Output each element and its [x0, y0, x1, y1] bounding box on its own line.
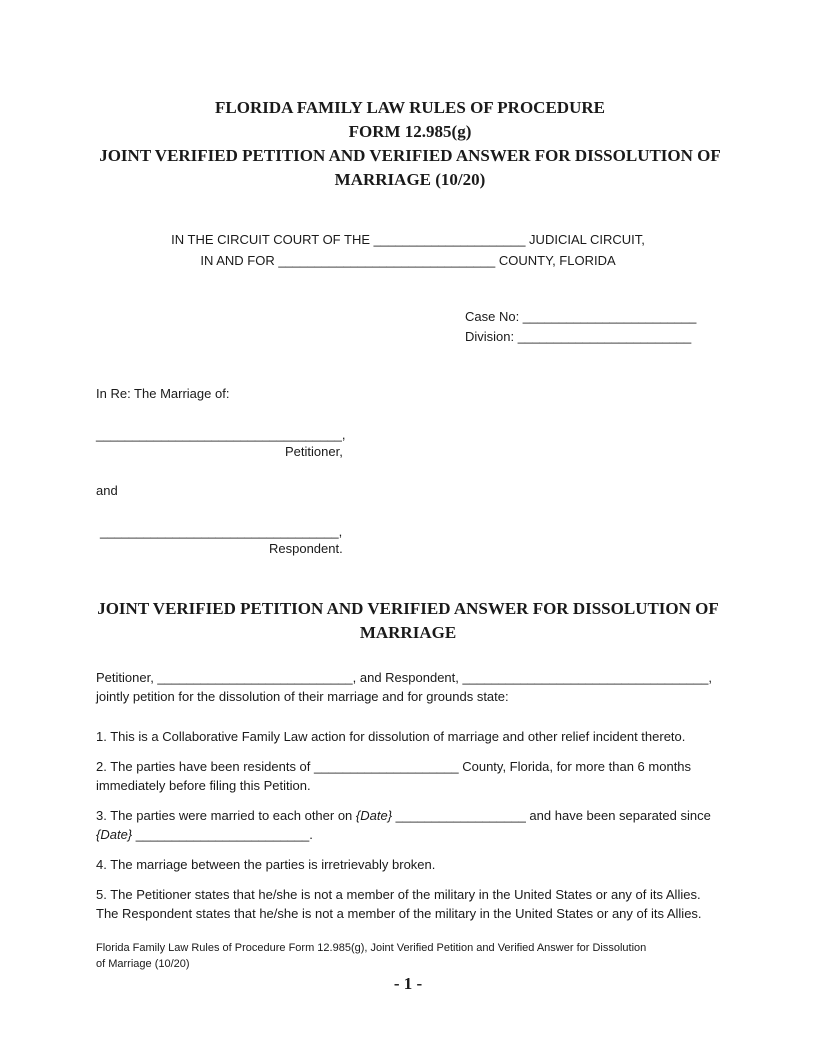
footer-line-1: Florida Family Law Rules of Procedure Form 12.985(g), Joint Verified Petition and Verified Answer for Dissolution — [96, 942, 647, 954]
form-header — [90, 96, 730, 192]
paragraph-3 — [96, 806, 721, 844]
header-line-2: FORM 12.985(g) — [348, 122, 472, 141]
paragraph-5 — [96, 885, 721, 923]
paragraph-3-prefix: 3. The parties were married to each other on — [96, 808, 356, 823]
intro-line-1[interactable]: Petitioner, ___________________________, and Respondent, __________________________________, — [96, 670, 712, 685]
paragraph-3-line-1[interactable] — [96, 806, 721, 825]
header-line-1: FLORIDA FAMILY LAW RULES OF PROCEDURE — [215, 98, 605, 117]
paragraph-4-text: 4. The marriage between the parties is irretrievably broken. — [96, 857, 436, 872]
respondent-label: Respondent. — [269, 541, 343, 556]
footer-line-2: of Marriage (10/20) — [96, 958, 190, 970]
paragraph-3-line-2[interactable] — [96, 825, 721, 844]
header-line-3: JOINT VERIFIED PETITION AND VERIFIED ANSWER FOR DISSOLUTION OF — [99, 146, 721, 165]
petition-title-line-2: MARRIAGE — [359, 623, 457, 642]
case-info — [465, 307, 696, 347]
respondent-name-field[interactable]: _________________________________, — [100, 524, 343, 539]
paragraph-5-line-2: The Respondent states that he/she is not a member of the military in the United States or any of its Allies. — [96, 906, 702, 921]
date-placeholder-1: {Date} — [355, 808, 393, 823]
petition-title-line-1: JOINT VERIFIED PETITION AND VERIFIED ANSWER FOR DISSOLUTION OF — [97, 599, 719, 618]
marriage-date-field[interactable]: __________________ and have been separated since — [392, 808, 711, 823]
paragraph-5-line-1: 5. The Petitioner states that he/she is not a member of the military in the United States or any of its Allies. — [96, 887, 701, 902]
page-footer — [96, 940, 726, 972]
petition-title — [96, 597, 720, 645]
court-line-1: IN THE CIRCUIT COURT OF THE _____________________ JUDICIAL CIRCUIT, — [171, 232, 645, 247]
paragraph-2-line-1[interactable]: 2. The parties have been residents of ____________________ County, Florida, for more than 6 months — [96, 759, 692, 774]
paragraph-1-text: 1. This is a Collaborative Family Law action for dissolution of marriage and other relief incident thereto. — [96, 729, 686, 744]
intro-paragraph — [96, 668, 721, 706]
paragraph-1 — [96, 727, 721, 746]
petitioner-name-field[interactable]: __________________________________, — [96, 427, 346, 442]
court-caption — [150, 229, 666, 271]
paragraph-4 — [96, 855, 721, 874]
case-number-field[interactable]: Case No: ________________________ — [465, 309, 697, 324]
paragraph-2-line-2: immediately before filing this Petition. — [96, 778, 311, 793]
page-number: - 1 - — [393, 974, 423, 993]
and-label: and — [96, 483, 118, 498]
court-line-2: IN AND FOR ______________________________ COUNTY, FLORIDA — [200, 253, 616, 268]
paragraph-2 — [96, 757, 721, 795]
header-line-4: MARRIAGE (10/20) — [334, 170, 486, 189]
separation-date-field[interactable]: ________________________. — [132, 827, 313, 842]
petitioner-label: Petitioner, — [285, 444, 343, 459]
intro-line-2: jointly petition for the dissolution of their marriage and for grounds state: — [96, 689, 509, 704]
date-placeholder-2: {Date} — [96, 827, 133, 842]
in-re-label: In Re: The Marriage of: — [96, 386, 230, 401]
division-field[interactable]: Division: ________________________ — [465, 329, 692, 344]
